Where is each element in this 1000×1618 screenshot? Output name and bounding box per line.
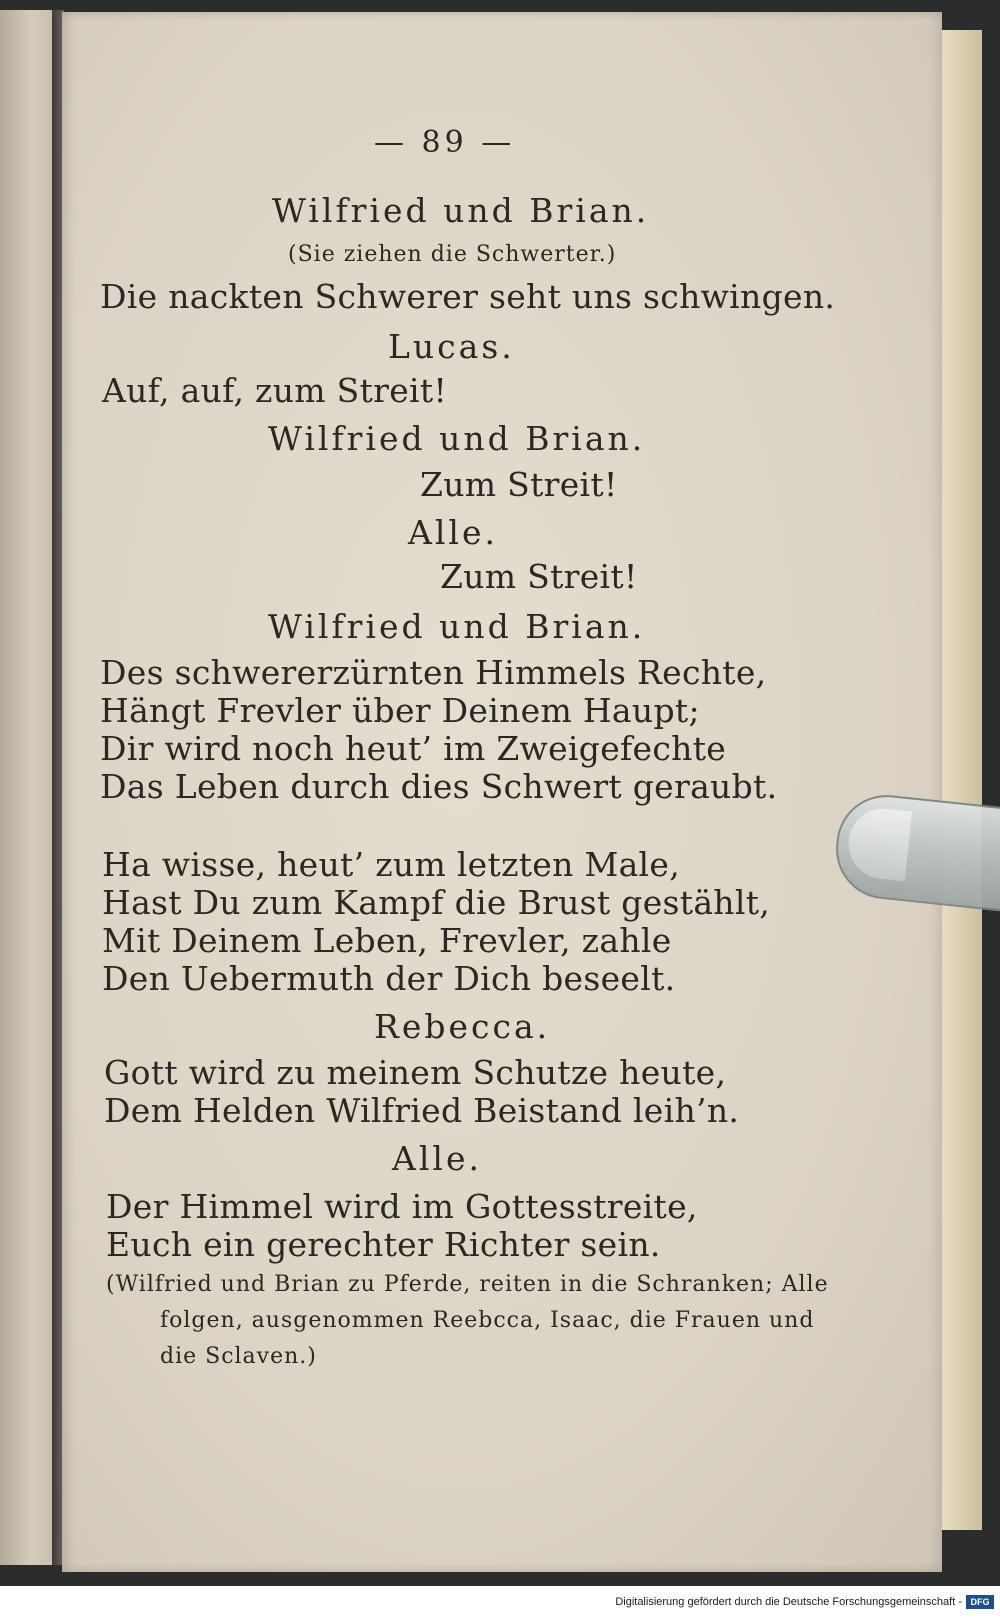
verse-line: Zum Streit! <box>420 465 618 504</box>
stage-direction: die Sclaven.) <box>160 1344 317 1369</box>
footer-bar <box>0 1586 1000 1618</box>
verse-line: Den Uebermuth der Dich beseelt. <box>102 959 676 998</box>
verse-line: Euch ein gerechter Richter sein. <box>106 1225 661 1264</box>
verse-line: Zum Streit! <box>440 557 638 596</box>
verse-line: Dem Helden Wilfried Beistand leih’n. <box>104 1091 740 1130</box>
dfg-logo-icon: DFG <box>966 1595 994 1609</box>
verse-line: Ha wisse, heut’ zum letzten Male, <box>102 845 681 884</box>
speaker-heading: Alle. <box>408 513 498 552</box>
speaker-heading: Wilfried und Brian. <box>268 419 646 458</box>
facing-page-edge <box>0 10 52 1565</box>
verse-line: Hast Du zum Kampf die Brust gestählt, <box>102 883 771 922</box>
verse-line: Dir wird noch heut’ im Zweigefechte <box>100 729 727 768</box>
verse-line: Das Leben durch dies Schwert geraubt. <box>100 767 778 806</box>
verse-line: Der Himmel wird im Gottesstreite, <box>106 1187 698 1226</box>
verse-line: Mit Deinem Leben, Frevler, zahle <box>102 921 672 960</box>
verse-line: Hängt Frevler über Deinem Haupt; <box>100 691 700 730</box>
speaker-heading: Lucas. <box>388 327 515 366</box>
stage-direction: (Sie ziehen die Schwerter.) <box>288 242 617 267</box>
verse-line: Die nackten Schwerer seht uns schwingen. <box>100 277 836 316</box>
stage-direction: (Wilfried und Brian zu Pferde, reiten in die Schranken; Alle <box>106 1272 829 1297</box>
verse-line: Gott wird zu meinem Schutze heute, <box>104 1053 727 1092</box>
stage-direction: folgen, ausgenommen Reebcca, Isaac, die Frauen und <box>160 1308 815 1333</box>
book-page <box>62 12 942 1572</box>
speaker-heading: Wilfried und Brian. <box>268 607 646 646</box>
speaker-heading: Wilfried und Brian. <box>272 191 650 230</box>
footer-credit: Digitalisierung gefördert durch die Deutsche Forschungsgemeinschaft - <box>615 1596 962 1608</box>
page-number: — 89 — <box>374 125 516 160</box>
verse-line: Auf, auf, zum Streit! <box>102 371 448 410</box>
page-clip-highlight <box>845 805 912 881</box>
speaker-heading: Rebecca. <box>374 1007 551 1046</box>
verse-line: Des schwererzürnten Himmels Rechte, <box>100 653 767 692</box>
speaker-heading: Alle. <box>392 1139 482 1178</box>
